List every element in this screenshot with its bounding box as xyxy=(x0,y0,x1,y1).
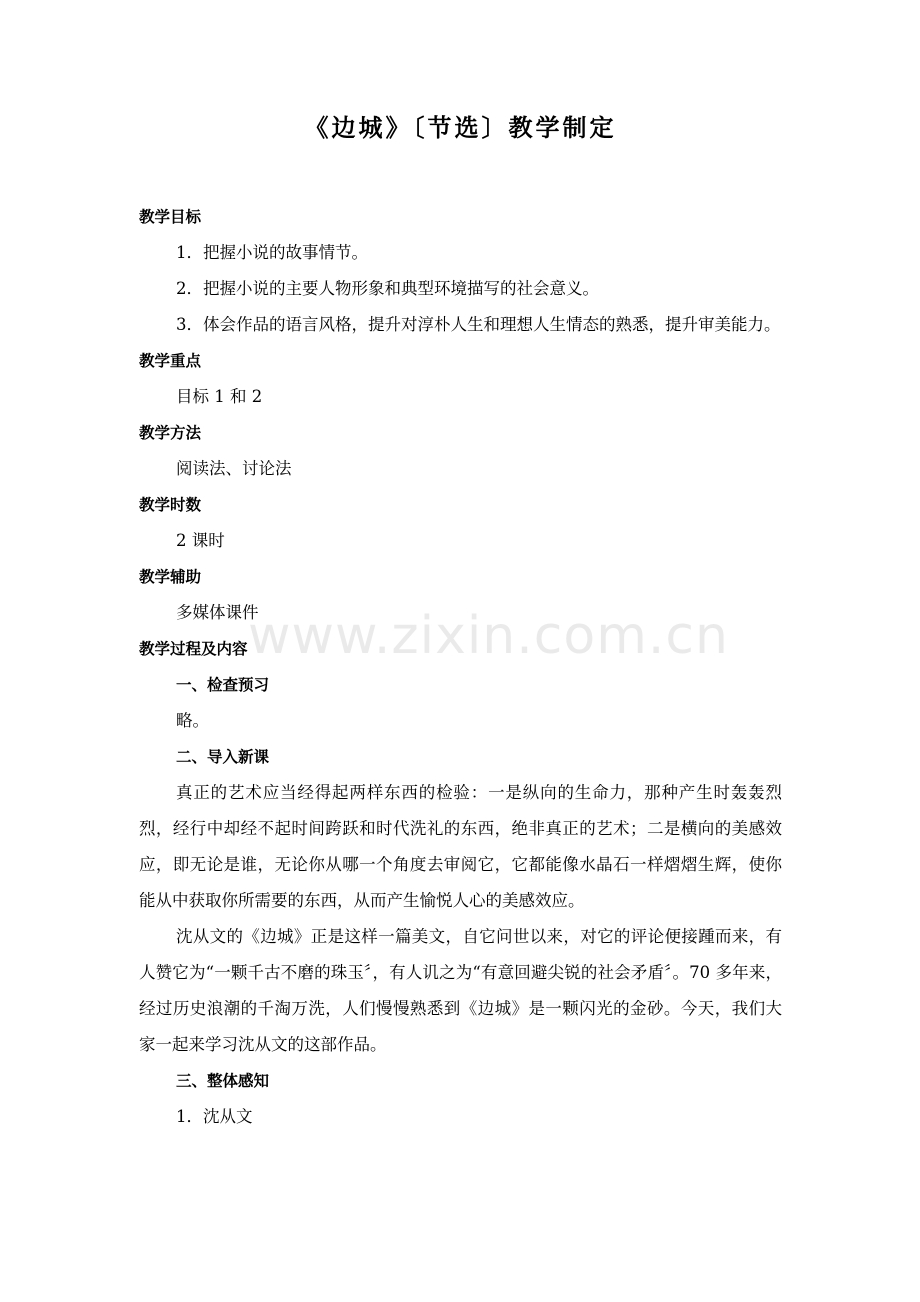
goal-item: 1．把握小说的故事情节。 xyxy=(176,243,368,262)
step-heading-introduction: 二、导入新课 xyxy=(176,748,270,766)
section-heading-goals: 教学目标 xyxy=(139,208,202,226)
step-text-preview: 略。 xyxy=(176,711,209,730)
section-heading-aids: 教学辅助 xyxy=(139,568,202,586)
section-heading-hours: 教学时数 xyxy=(139,496,202,514)
document-title: 《边城》〔节选〕教学制定 xyxy=(304,113,617,142)
methods-text: 阅读法、讨论法 xyxy=(176,459,292,478)
intro-paragraph: 真正的艺术应当经得起两样东西的检验：一是纵向的生命力，那种产生时轰轰烈烈，经行中却经不起时间跨跃和时代洗礼的东西，绝非真正的艺术；二是横向的美感效应，即无论是谁，无论你从哪一个角度去审阅它，它都能像水晶石一样熠熠生辉，使你能从中获取你所需要的东西，从而产生愉悦人心的美感效应。 xyxy=(139,783,782,910)
intro-paragraph: 沈从文的《边城》正是这样一篇美文，自它问世以来，对它的评论便接踵而来，有人赞它为“一颗千古不磨的珠玉〞，有人讥之为“有意回避尖锐的社会矛盾〞。70 多年来，经过历史浪潮的千淘万洗，人们慢慢熟悉到《边城》是一颗闪光的金砂。今天，我们大家一起来学习沈从文的这部作品。 xyxy=(139,927,782,1054)
aids-text: 多媒体课件 xyxy=(176,603,259,622)
goal-item: 3．体会作品的语言风格，提升对淳朴人生和理想人生情态的熟悉，提升审美能力。 xyxy=(176,315,781,334)
section-heading-methods: 教学方法 xyxy=(139,424,202,442)
key-points-text: 目标 1 和 2 xyxy=(176,387,263,406)
step-heading-overview: 三、整体感知 xyxy=(176,1072,270,1090)
watermark: www.zixin.com.cn xyxy=(248,606,729,666)
section-heading-process: 教学过程及内容 xyxy=(139,640,248,658)
section-heading-key-points: 教学重点 xyxy=(139,352,202,370)
step-heading-preview: 一、检查预习 xyxy=(176,676,270,694)
overview-item: 1．沈从文 xyxy=(176,1107,253,1126)
hours-text: 2 课时 xyxy=(176,531,225,550)
goal-item: 2．把握小说的主要人物形象和典型环境描写的社会意义。 xyxy=(176,279,599,298)
